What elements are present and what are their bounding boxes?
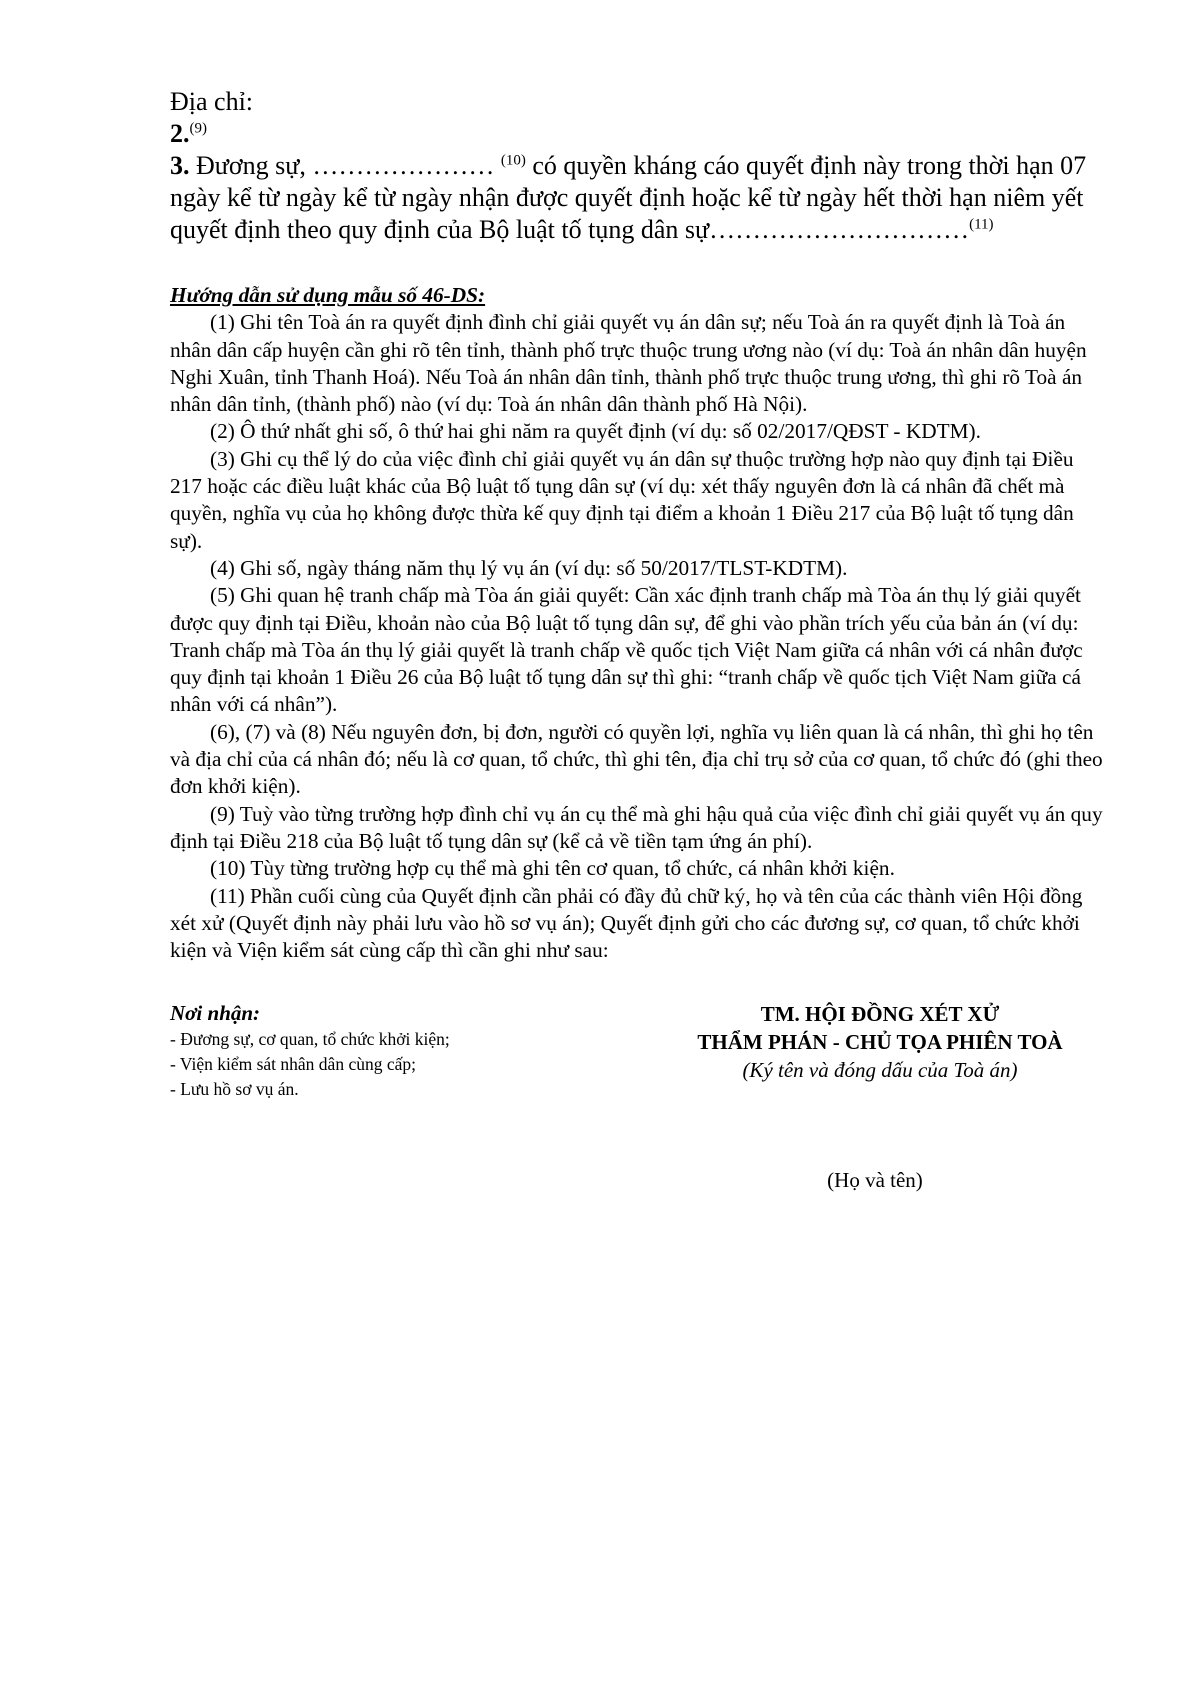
guide-note-2: (2) Ô thứ nhất ghi số, ô thứ hai ghi năm ra quyết định (ví dụ: số 02/2017/QĐST - KDTM). [210, 419, 981, 444]
item-3-number: 3. [170, 151, 190, 180]
recipient-item: - Viện kiểm sát nhân dân cùng cấp; [170, 1054, 416, 1074]
item-3-text-a: Đương sự, ………………… [189, 151, 501, 180]
guide-note-6-8: (6), (7) và (8) Nếu nguyên đơn, bị đơn, người có quyền lợi, nghĩa vụ liên quan là cá nhân, thì ghi họ tên và địa chỉ của cá nhân đó; nếu là cơ quan, tổ chức, thì ghi tên, địa chỉ trụ sở của cơ quan, tổ chức đó (ghi theo đơn khởi kiện). [170, 719, 1103, 799]
item-3 [170, 150, 1100, 246]
guide-note-5: (5) Ghi quan hệ tranh chấp mà Tòa án giải quyết: Cần xác định tranh chấp mà Tòa án thụ lý giải quyết được quy định tại Điều, khoản nào của Bộ luật tố tụng dân sự, để ghi vào phần trích yếu của bản án (ví dụ: Tranh chấp mà Tòa án thụ lý giải quyết là tranh chấp về quốc tịch Việt Nam giữa cá nhân với cá nhân được quy định tại khoản 1 Điều 26 của Bộ luật tố tụng dân sự thì ghi: “tranh chấp về quốc tịch Việt Nam giữa cá nhân với cá nhân”). [170, 583, 1083, 717]
guide-note-10: (10) Tùy từng trường hợp cụ thể mà ghi tên cơ quan, tổ chức, cá nhân khởi kiện. [210, 856, 895, 881]
recipients-block [170, 1000, 590, 1102]
item-2-number: 2. [170, 119, 190, 148]
decision-continuation [170, 86, 1100, 246]
signature-role: THẨM PHÁN - CHỦ TỌA PHIÊN TOÀ [697, 1030, 1063, 1054]
item-2 [170, 118, 1100, 150]
guide-note-11: (11) Phần cuối cùng của Quyết định cần phải có đầy đủ chữ ký, họ và tên của các thành viên Hội đồng xét xử (Quyết định này phải lưu vào hồ sơ vụ án); Quyết định gửi cho các đương sự, cơ quan, tổ chức khởi kiện và Viện kiểm sát cùng cấp thì cần ghi như sau: [170, 883, 1083, 963]
signature-block [640, 1000, 1120, 1084]
recipients-heading: Nơi nhận: [170, 1001, 261, 1025]
footnote-ref-11: (11) [969, 216, 994, 233]
guide-note-3: (3) Ghi cụ thể lý do của việc đình chỉ giải quyết vụ án dân sự thuộc trường hợp nào quy định tại Điều 217 hoặc các điều luật khác của Bộ luật tố tụng dân sự (ví dụ: xét thấy nguyên đơn là cá nhân đã chết mà quyền, nghĩa vụ của họ không được thừa kế quy định tại điểm a khoản 1 Điều 217 của Bộ luật tố tụng dân sự). [170, 446, 1074, 553]
usage-guide [170, 282, 1110, 964]
guide-note-1: (1) Ghi tên Toà án ra quyết định đình chỉ giải quyết vụ án dân sự; nếu Toà án ra quyết định là Toà án nhân dân cấp huyện cần ghi rõ tên tỉnh, thành phố trực thuộc trung ương nào (ví dụ: Toà án nhân dân huyện Nghi Xuân, tỉnh Thanh Hoá). Nếu Toà án nhân dân tỉnh, thành phố trực thuộc trung ương, thì ghi rõ Toà án nhân dân tỉnh, (thành phố) nào (ví dụ: Toà án nhân dân thành phố Hà Nội). [170, 310, 1087, 417]
guide-note-9: (9) Tuỳ vào từng trường hợp đình chỉ vụ án cụ thể mà ghi hậu quả của việc đình chỉ giải quyết vụ án quy định tại Điều 218 của Bộ luật tố tụng dân sự (kể cả về tiền tạm ứng án phí). [170, 801, 1103, 853]
address-line: Địa chỉ: [170, 87, 254, 116]
footnote-ref-9: (9) [189, 120, 207, 137]
signer-name-placeholder: (Họ và tên) [827, 1168, 923, 1192]
item-3-text-b: có quyền kháng cáo quyết định này trong thời hạn 07 ngày kể từ ngày kể từ ngày nhận được quyết định hoặc kể từ ngày hết thời hạn niêm yết quyết định theo quy định của Bộ luật tố tụng dân sự………………………… [170, 151, 1087, 244]
footnote-ref-10: (10) [500, 152, 526, 169]
guide-title: Hướng dẫn sử dụng mẫu số 46-DS: [170, 283, 486, 307]
signature-panel-title: TM. HỘI ĐỒNG XÉT XỬ [760, 1002, 1000, 1026]
recipient-item: - Lưu hồ sơ vụ án. [170, 1079, 299, 1099]
recipient-item: - Đương sự, cơ quan, tổ chức khởi kiện; [170, 1029, 450, 1049]
guide-note-4: (4) Ghi số, ngày tháng năm thụ lý vụ án (ví dụ: số 50/2017/TLST-KDTM). [210, 555, 848, 580]
signature-instruction: (Ký tên và đóng dấu của Toà án) [742, 1058, 1018, 1082]
